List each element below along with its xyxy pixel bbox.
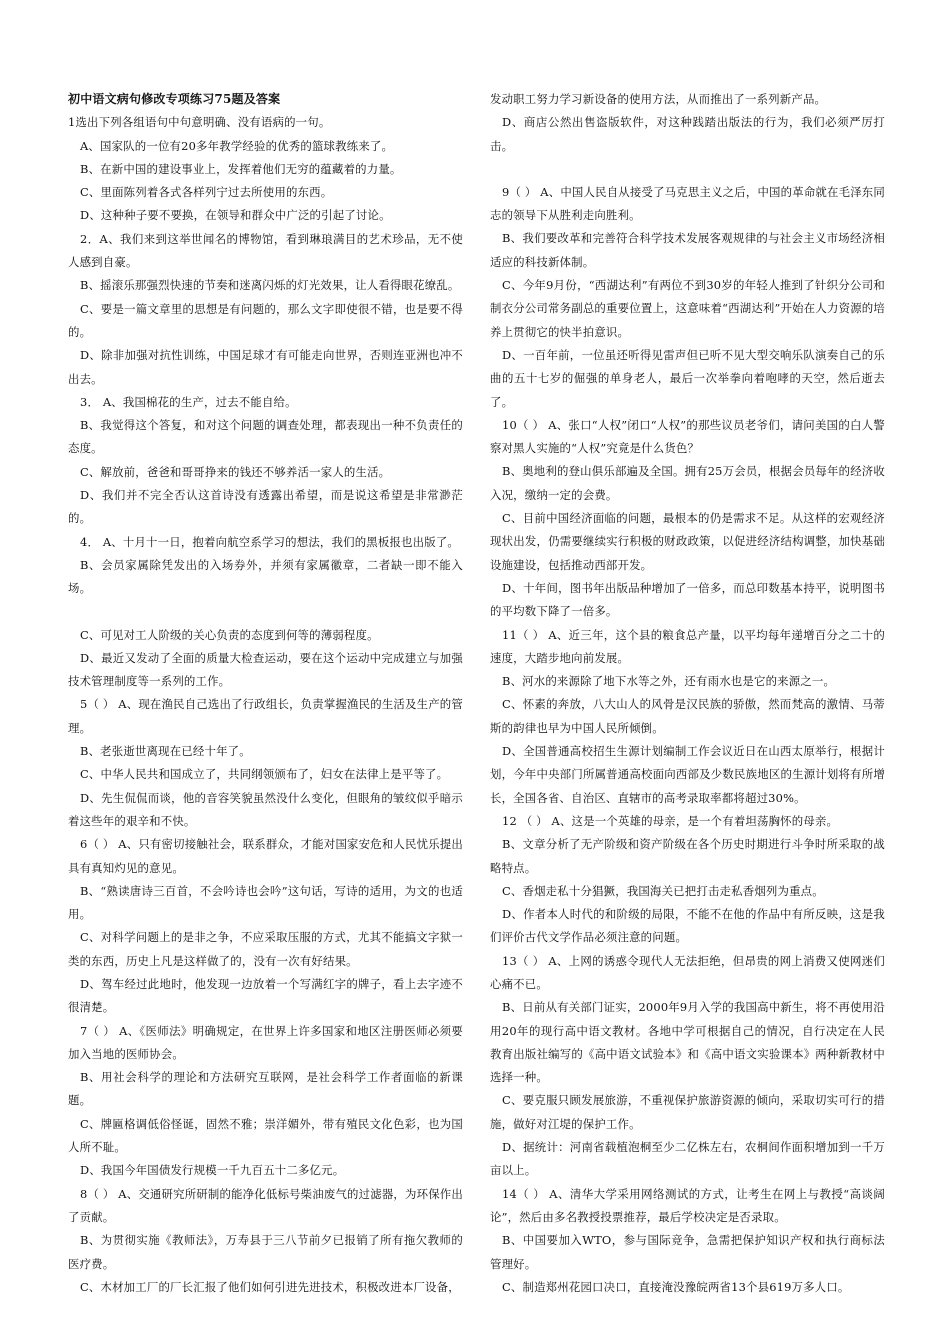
question-10-option-d: D、十年间，图书年出版品种增加了一倍多，而总印数基本持平，说明图书的平均数下降了一倍多。: [490, 580, 885, 619]
question-11-option-c: C、怀素的奔放，八大山人的风骨是汉民族的骄傲，然而梵高的激情、马蒂斯的韵律也早为中国人民所倾倒。: [490, 697, 885, 735]
question-14-option-c: C、制造郑州花园口决口，直接淹没豫皖两省13个县619万多人口。: [502, 1279, 850, 1294]
question-12-option-d: D、作者本人时代的和阶级的局限，不能不在他的作品中有所反映，这是我们评价古代文学作品必须注意的问题。: [490, 907, 885, 945]
question-1-stem: 1选出下列各组语句中句意明确、没有语病的一句。: [68, 115, 331, 130]
question-8-option-c-continued: 发动职工努力学习新设备的使用方法，从而推出了一系列新产品。: [490, 92, 827, 106]
question-14-option-a: 14（ ） A、清华大学采用网络测试的方式，让考生在网上与教授“高谈阔论”，然后由多名教授投票推荐，最后学校决定是否录取。: [490, 1186, 885, 1224]
question-9-option-c: C、今年9月份，“西湖达利”有两位不到30岁的年轻人推到了针织分公司和制衣分公司常务副总的重要位置上，这意味着“西湖达利”开始在人力资源的培养上贯彻它的快半拍意识。: [490, 278, 885, 339]
right-column: [490, 88, 885, 1299]
question-10-option-b: B、奥地利的登山俱乐部遍及全国。拥有25万会员，根据会员每年的经济收入况，缴纳一定的会费。: [490, 464, 885, 502]
question-11-option-a: 11（ ） A、近三年，这个县的粮食总产量，以平均每年递增百分之二十的速度，大踏步地向前发展。: [490, 627, 885, 665]
question-1-option-c: C、里面陈列着各式各样列宁过去所使用的东西。: [80, 185, 333, 200]
question-5-option-c: C、中华人民共和国成立了，共同纲领颁布了，妇女在法律上是平等了。: [80, 767, 449, 782]
question-6-option-c: C、对科学问题上的是非之争，不应采取压服的方式，尤其不能搞文字狱一类的东西，历史上凡是这样做了的，没有一次有好结果。: [68, 930, 463, 968]
question-5-option-b: B、老张逝世离现在已经十年了。: [80, 744, 251, 759]
question-5-option-a: 5（ ） A、现在渔民自己选出了行政组长，负责掌握渔民的生活及生产的管理。: [68, 697, 463, 735]
question-6-option-b: B、“熟读唐诗三百首，不会吟诗也会吟”这句话，写诗的适用，为文的也适用。: [68, 883, 463, 922]
question-10-option-c: C、目前中国经济面临的问题，最根本的仍是需求不足。从这样的宏观经济现状出发，仍需要继续实行积极的财政政策，以促进经济结构调整，加快基础设施建设，包括推动西部开发。: [490, 511, 885, 572]
question-9-option-d: D、一百年前，一位虽还听得见雷声但已听不见大型交响乐队演奏自己的乐曲的五十七岁的倔强的单身老人，最后一次举拳向着咆哮的天空，然后逝去了。: [490, 347, 885, 409]
question-13-option-c: C、要克服只顾发展旅游，不重视保护旅游资源的倾向，采取切实可行的措施，做好对江堤的保护工作。: [490, 1093, 885, 1131]
question-8-option-c: C、木材加工厂的厂长汇报了他们如何引进先进技术，积极改进本厂设备，: [80, 1279, 460, 1294]
question-7-option-a: 7（ ） A、《医师法》明确规定，在世界上许多国家和地区注册医师必须要加入当地的医师协会。: [68, 1023, 463, 1061]
question-8-option-a: 8（ ） A、交通研究所研制的能净化低标号柴油废气的过滤器，为环保作出了贡献。: [68, 1186, 463, 1224]
question-4-option-c: C、可见对工人阶级的关心负责的态度到何等的薄弱程度。: [80, 627, 379, 642]
question-11-option-d: D、全国普通高校招生生源计划编制工作会议近日在山西太原举行，根据计划，今年中央部门所属普通高校面向西部及少数民族地区的生源计划将有所增长，全国各省、自治区、直辖市的高考录取率都将超过30%。: [490, 744, 885, 805]
question-2-option-d: D、除非加强对抗性训练，中国足球才有可能走向世界，否则连亚洲也冲不出去。: [68, 348, 463, 386]
question-1-option-d: D、这种种子要不要换，在领导和群众中广泛的引起了讨论。: [80, 208, 391, 223]
question-2-option-a: 2．A、我们来到这举世闻名的博物馆，看到琳琅满目的艺术珍品，无不使人感到自豪。: [68, 231, 463, 270]
question-12-option-b: B、文章分析了无产阶级和资产阶级在各个历史时期进行斗争时所采取的战略特点。: [490, 837, 885, 875]
question-13-option-b: B、日前从有关部门证实，2000年9月入学的我国高中新生，将不再使用沿用20年的现行高中语文教材。各地中学可根据自己的情况，自行决定在人民教育出版社编写的《高中语文试验本》和《高中语文实验课本》两种新教材中选择一种。: [490, 1000, 885, 1085]
question-3-option-d: D、我们并不完全否认这首诗没有透露出希望，而是说这希望是非常渺茫的。: [68, 488, 463, 526]
question-9-option-b: B、我们要改革和完善符合科学技术发展客观规律的与社会主义市场经济相适应的科技新体制。: [490, 231, 885, 269]
question-13-option-d: D、据统计：河南省载植泡桐至少二亿株左右，农桐间作面积增加到一千万亩以上。: [490, 1140, 885, 1178]
question-11-option-b: B、河水的来源除了地下水等之外，还有雨水也是它的来源之一。: [502, 674, 836, 689]
question-3-option-a: 3． A、我国棉花的生产，过去不能自给。: [80, 394, 297, 409]
question-12-option-c: C、香烟走私十分猖獗，我国海关已把打击走私香烟列为重点。: [502, 883, 824, 898]
question-4-option-d: D、最近又发动了全面的质量大检查运动，要在这个运动中完成建立与加强技术管理制度等一系列的工作。: [68, 650, 463, 689]
question-14-option-b: B、中国要加入WTO，参与国际竞争，急需把保护知识产权和执行商标法管理好。: [490, 1233, 885, 1271]
question-13-option-a: 13（ ） A、上网的诱惑令现代人无法拒绝，但昂贵的网上消费又使网迷们心痛不已。: [490, 953, 885, 991]
question-2-option-b: B、摇滚乐那强烈快速的节奏和迷离闪烁的灯光效果，让人看得眼花缭乱。: [80, 278, 460, 293]
question-2-option-c: C、要是一篇文章里的思想是有问题的，那么文字即使很不错，也是要不得的。: [68, 301, 463, 339]
question-6-option-d: D、驾车经过此地时，他发现一边放着一个写满红字的牌子，看上去字迹不很清楚。: [68, 976, 463, 1015]
blank-line: [490, 158, 885, 181]
question-9-option-a: 9（ ） A、中国人民自从接受了马克思主义之后，中国的革命就在毛泽东同志的领导下从胜利走向胜利。: [490, 184, 885, 223]
left-column: [68, 88, 463, 1299]
question-7-option-b: B、用社会科学的理论和方法研究互联网，是社会科学工作者面临的新课题。: [68, 1070, 463, 1108]
question-1-option-a: A、国家队的一位有20多年教学经验的优秀的篮球教练来了。: [80, 138, 394, 153]
blank-line: [68, 601, 463, 624]
document-title: 初中语文病句修改专项练习75题及答案: [68, 92, 281, 106]
question-12-option-a: 12 （ ） A、这是一个英雄的母亲，是一个有着坦荡胸怀的母亲。: [502, 813, 839, 828]
question-4-option-a: 4． A、十月十一日，抱着向航空系学习的想法，我们的黑板报也出版了。: [80, 534, 460, 549]
question-8-option-d: D、商店公然出售盗版软件，对这种践踏出版法的行为，我们必须严厉打击。: [490, 115, 885, 153]
question-8-option-b: B、为贯彻实施《教师法》，万寿县于三八节前夕已报销了所有拖欠教师的医疗费。: [68, 1233, 463, 1271]
question-3-option-c: C、解放前，爸爸和哥哥挣来的钱还不够养活一家人的生活。: [80, 464, 391, 479]
question-3-option-b: B、我觉得这个答复，和对这个问题的调查处理，都表现出一种不负责任的态度。: [68, 418, 463, 456]
question-6-option-a: 6（ ） A、只有密切接触社会，联系群众，才能对国家安危和人民忧乐提出具有真知灼见的意见。: [68, 837, 463, 875]
question-7-option-c: C、牌匾格调低俗怪诞，固然不雅；崇洋媚外，带有殖民文化色彩，也为国人所不耻。: [68, 1116, 463, 1155]
question-10-option-a: 10（ ） A、张口“人权”闭口“人权”的那些议员老爷们，请问美国的白人警察对黑人实施的“人权”究竟是什么货色？: [490, 417, 885, 456]
question-1-option-b: B、在新中国的建设事业上，发挥着他们无穷的蕴藏着的力量。: [80, 161, 402, 176]
question-5-option-d: D、先生侃侃而谈，他的音容笑貌虽然没什么变化，但眼角的皱纹似乎暗示着这些年的艰辛和不快。: [68, 790, 463, 828]
question-7-option-d: D、我国今年国债发行规模一千九百五十二多亿元。: [80, 1163, 345, 1178]
question-4-option-b: B、会员家属除凭发出的入场券外，并须有家属徽章，二者缺一即不能入场。: [68, 557, 463, 596]
